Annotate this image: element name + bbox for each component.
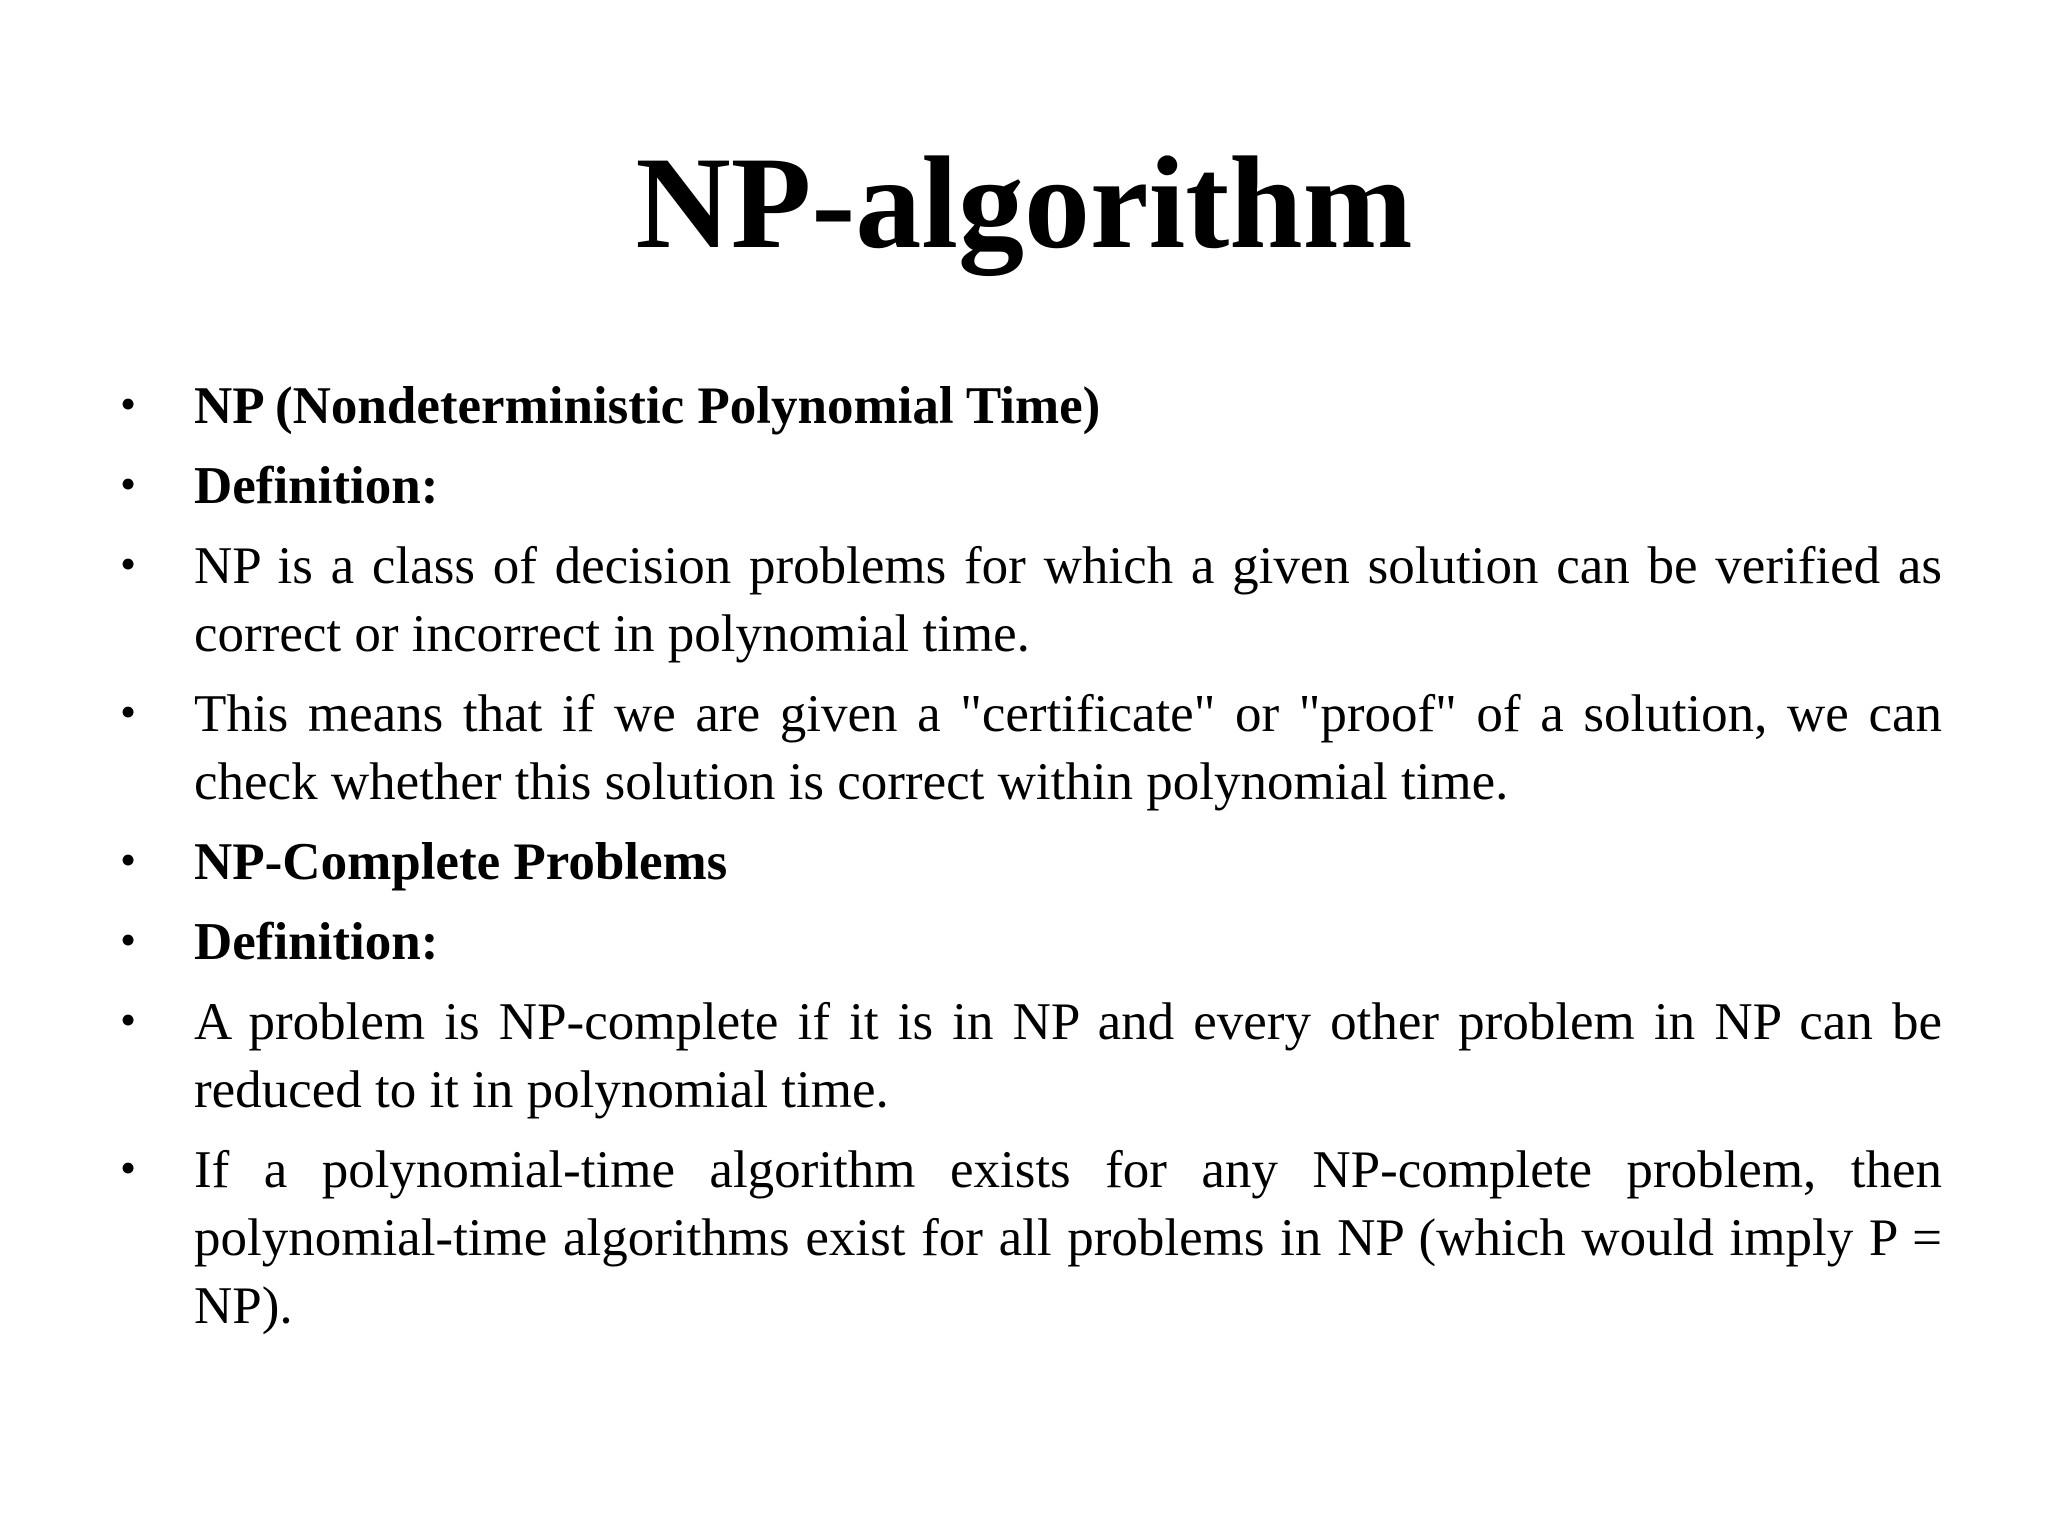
bullet-icon: • [120, 378, 137, 429]
bullet-text: If a polynomial-time algorithm exists for any NP-complete problem, then polynomial-time algorithms exist for all problems in NP (which would imply P = NP). [194, 1141, 1942, 1335]
bullet-icon: • [120, 834, 137, 885]
bullet-text: Definition: [194, 457, 439, 515]
bullet-list [112, 372, 1942, 1352]
bullet-text: NP is a class of decision problems for which a given solution can be verified as correct or incorrect in polynomial time. [194, 537, 1942, 663]
slide-title: NP-algorithm [635, 129, 1413, 276]
bullet-item [112, 988, 1942, 1124]
bullet-item [112, 828, 1942, 896]
bullet-text: This means that if we are given a "certificate" or "proof" of a solution, we can check whether this solution is correct within polynomial time. [194, 685, 1942, 811]
bullet-icon: • [120, 538, 137, 589]
bullet-item [112, 680, 1942, 816]
bullet-item [112, 532, 1942, 668]
bullet-text: NP (Nondeterministic Polynomial Time) [194, 377, 1101, 435]
bullet-icon: • [120, 1142, 137, 1193]
bullet-text: A problem is NP-complete if it is in NP and every other problem in NP can be reduced to it in polynomial time. [194, 993, 1942, 1119]
bullet-icon: • [120, 994, 137, 1045]
bullet-item [112, 372, 1942, 440]
bullet-item [112, 1136, 1942, 1340]
bullet-text: Definition: [194, 913, 439, 971]
bullet-icon: • [120, 686, 137, 737]
bullet-icon: • [120, 914, 137, 965]
bullet-text: NP-Complete Problems [194, 833, 728, 891]
bullet-icon: • [120, 458, 137, 509]
bullet-item [112, 908, 1942, 976]
bullet-item [112, 452, 1942, 520]
